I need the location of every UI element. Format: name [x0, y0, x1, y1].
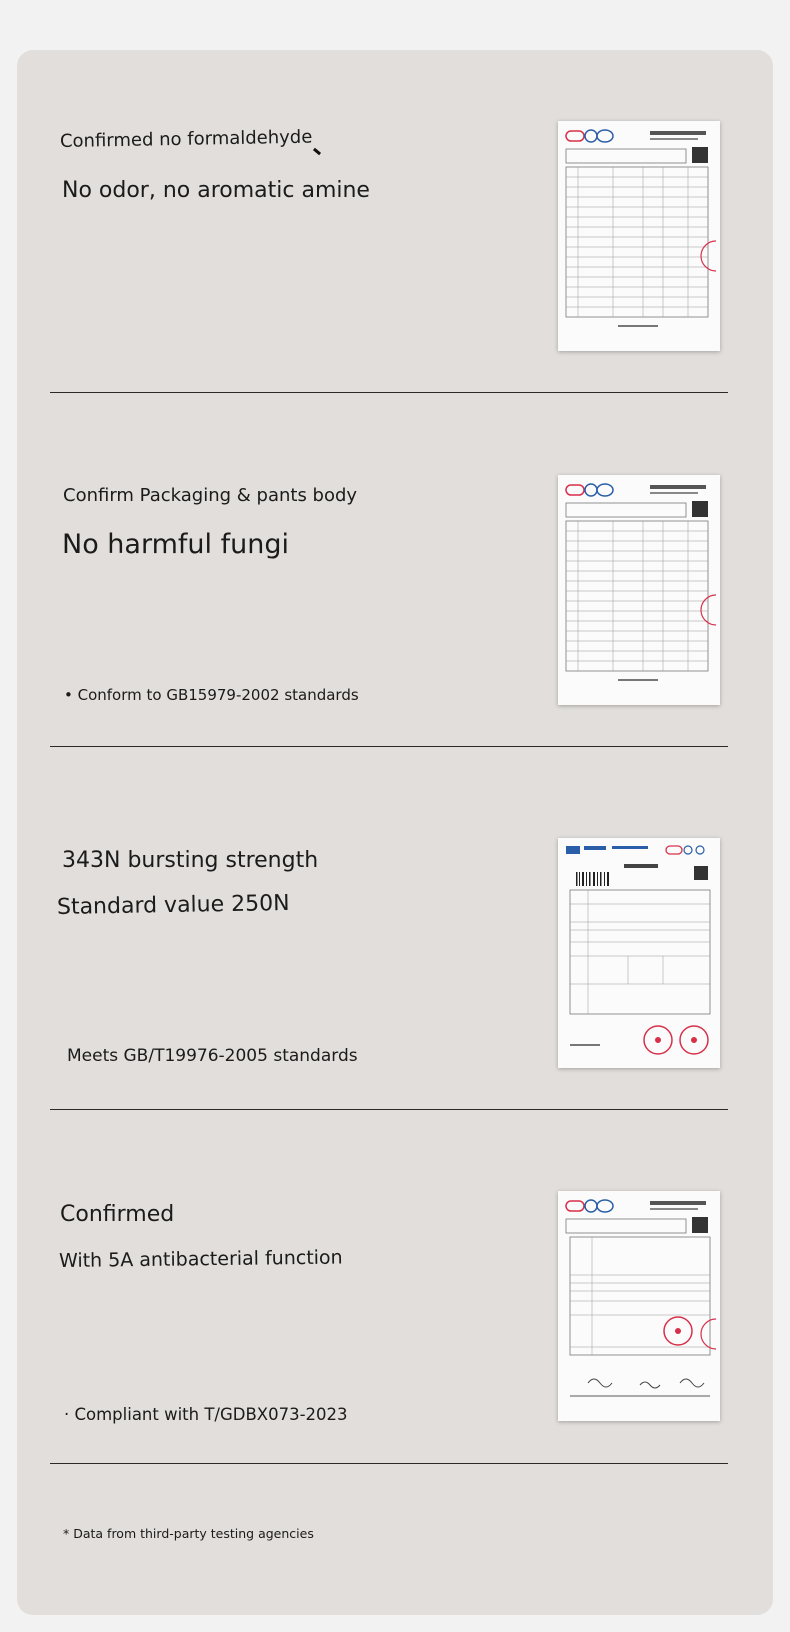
test-report-2-icon [558, 475, 720, 705]
section-4-standard: · Compliant with T/GDBX073-2023 [64, 1405, 348, 1424]
inspection-report-icon [558, 838, 720, 1068]
section-4-title: Confirmed [60, 1202, 175, 1227]
section-3-title: 343N bursting strength [62, 848, 319, 873]
section-1-title: No odor, no aromatic amine [62, 178, 370, 203]
section-3-subtitle: Standard value 250N [56, 890, 290, 920]
section-2-subtitle: Confirm Packaging & pants body [63, 485, 358, 506]
section-2-title: No harmful fungi [62, 529, 289, 560]
section-2-standard: • Conform to GB15979-2002 standards [64, 686, 359, 704]
test-report-1-icon [558, 121, 720, 351]
test-report-3-icon [558, 1191, 720, 1421]
section-1-subtitle: Confirmed no formaldehyde [59, 126, 313, 152]
divider-3 [50, 1109, 728, 1110]
divider-2 [50, 746, 728, 747]
divider-1 [50, 392, 728, 393]
section-3-standard: Meets GB/T19976-2005 standards [67, 1046, 358, 1066]
divider-4 [50, 1463, 728, 1464]
section-4-subtitle: With 5A antibacterial function [58, 1246, 343, 1272]
footnote: * Data from third-party testing agencies [63, 1526, 314, 1541]
